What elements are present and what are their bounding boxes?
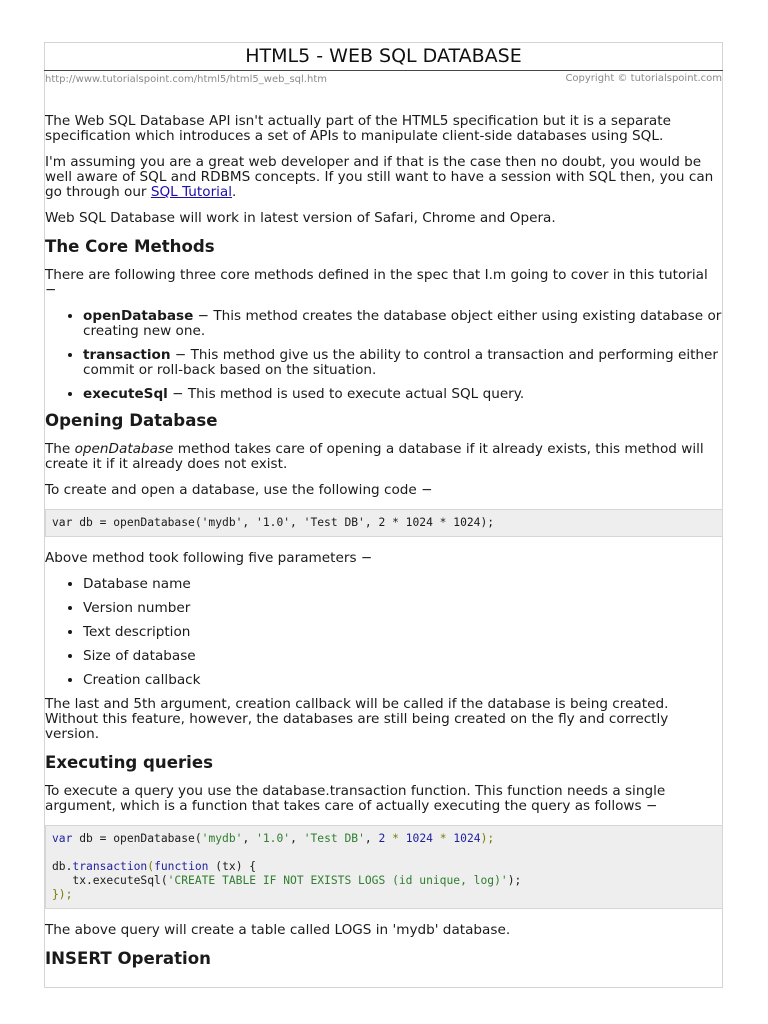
code-number: 1024	[405, 832, 433, 845]
code-block-open-database: var db = openDatabase('mydb', '1.0', 'Test DB', 2 * 1024 * 1024);	[45, 509, 723, 537]
code-number: 2	[378, 832, 386, 845]
intro-paragraph-3: Web SQL Database will work in latest version of Safari, Chrome and Opera.	[45, 210, 556, 226]
code-string: '1.0'	[256, 832, 291, 845]
code-operator: *	[432, 832, 454, 845]
method-name: executeSql	[83, 386, 168, 402]
opening-paragraph-4: The last and 5th argument, creation callback will be called if the database is being created. Without this feature, however, the databases are still being created on the fly and correctly version.	[45, 696, 669, 742]
opening-database-heading: Opening Database	[45, 411, 218, 430]
method-description: − This method give us the ability to control a transaction and performing either commit or roll-back based on the situation.	[83, 347, 719, 378]
executing-paragraph-1: To execute a query you use the database.transaction function. This function needs a single argument, which is a function that takes care of actually executing the query as follows −	[45, 783, 666, 814]
opening-text-before: The	[45, 441, 75, 457]
opening-paragraph-2: To create and open a database, use the following code −	[45, 482, 433, 498]
intro-paragraph-1: The Web SQL Database API isn't actually part of the HTML5 specification but it is a separate specification which introduces a set of APIs to manipulate client-side databases using SQL.	[45, 113, 671, 144]
executing-queries-heading: Executing queries	[45, 753, 213, 772]
code-punctuation: });	[52, 888, 73, 901]
code-token: db	[52, 860, 66, 873]
method-name: openDatabase	[83, 308, 194, 324]
code-token: );	[507, 874, 522, 887]
method-description: − This method is used to execute actual SQL query.	[167, 386, 525, 402]
code-punctuation: (	[147, 860, 155, 873]
executing-paragraph-2: The above query will create a table called LOGS in 'mydb' database.	[45, 922, 511, 938]
copyright-notice: Copyright © tutorialspoint.com	[565, 73, 722, 84]
intro-paragraph-2-text: I'm assuming you are a great web developer and if that is the case then no doubt, you would be well aware of SQL and RDBMS concepts. If you still want to have a session with SQL then, you can go through our	[45, 154, 714, 200]
core-methods-heading: The Core Methods	[45, 237, 215, 256]
code-operator: *	[385, 832, 406, 845]
list-item: • Size of database	[83, 649, 723, 664]
code-number: 1024	[453, 832, 481, 845]
list-item: • Database name	[83, 577, 723, 592]
source-url-link[interactable]: http://www.tutorialspoint.com/html5/html5_web_sql.htm	[45, 74, 327, 85]
opening-paragraph-1	[45, 442, 723, 472]
article-content	[45, 114, 723, 980]
insert-operation-heading: INSERT Operation	[45, 949, 211, 968]
code-string: 'Test DB'	[303, 832, 365, 845]
parameters-list	[45, 577, 723, 688]
intro-paragraph-2	[45, 155, 723, 200]
core-methods-list	[45, 309, 723, 402]
opening-text-after: method takes care of opening a database if it already exists, this method will create it if it already does not exist.	[45, 441, 704, 472]
code-keyword: transaction	[72, 860, 148, 873]
list-item	[83, 387, 723, 402]
code-string: 'mydb'	[201, 832, 243, 845]
code-token: db = openDatabase(	[72, 832, 202, 845]
code-token: ,	[242, 832, 257, 845]
code-string: 'CREATE TABLE IF NOT EXISTS LOGS (id unique, log)'	[167, 874, 508, 887]
list-item	[83, 348, 723, 378]
code-token: ,	[290, 832, 304, 845]
core-methods-intro: There are following three core methods defined in the spec that I.m going to cover in this tutorial −	[45, 267, 708, 298]
method-description: − This method creates the database object either using existing database or creating new one.	[83, 308, 722, 339]
code-token: tx.executeSql(	[52, 874, 168, 887]
code-keyword: function	[154, 860, 209, 873]
code-token: .	[65, 860, 73, 873]
code-block-transaction	[45, 825, 723, 909]
method-name: transaction	[83, 347, 171, 363]
title-divider	[44, 70, 723, 71]
sql-tutorial-link[interactable]: SQL Tutorial	[150, 184, 233, 200]
page-title: HTML5 - WEB SQL DATABASE	[245, 45, 522, 67]
opening-method-emphasis: openDatabase	[74, 441, 174, 457]
list-item: • Creation callback	[83, 673, 723, 688]
list-item	[83, 309, 723, 339]
intro-paragraph-2-end: .	[232, 184, 237, 200]
code-token: (tx) {	[208, 860, 257, 873]
code-punctuation: );	[480, 832, 495, 845]
list-item: • Text description	[83, 625, 723, 640]
code-token: ,	[364, 832, 379, 845]
opening-paragraph-3: Above method took following five parameters −	[45, 550, 373, 566]
code-keyword: var	[52, 832, 73, 845]
list-item: • Version number	[83, 601, 723, 616]
